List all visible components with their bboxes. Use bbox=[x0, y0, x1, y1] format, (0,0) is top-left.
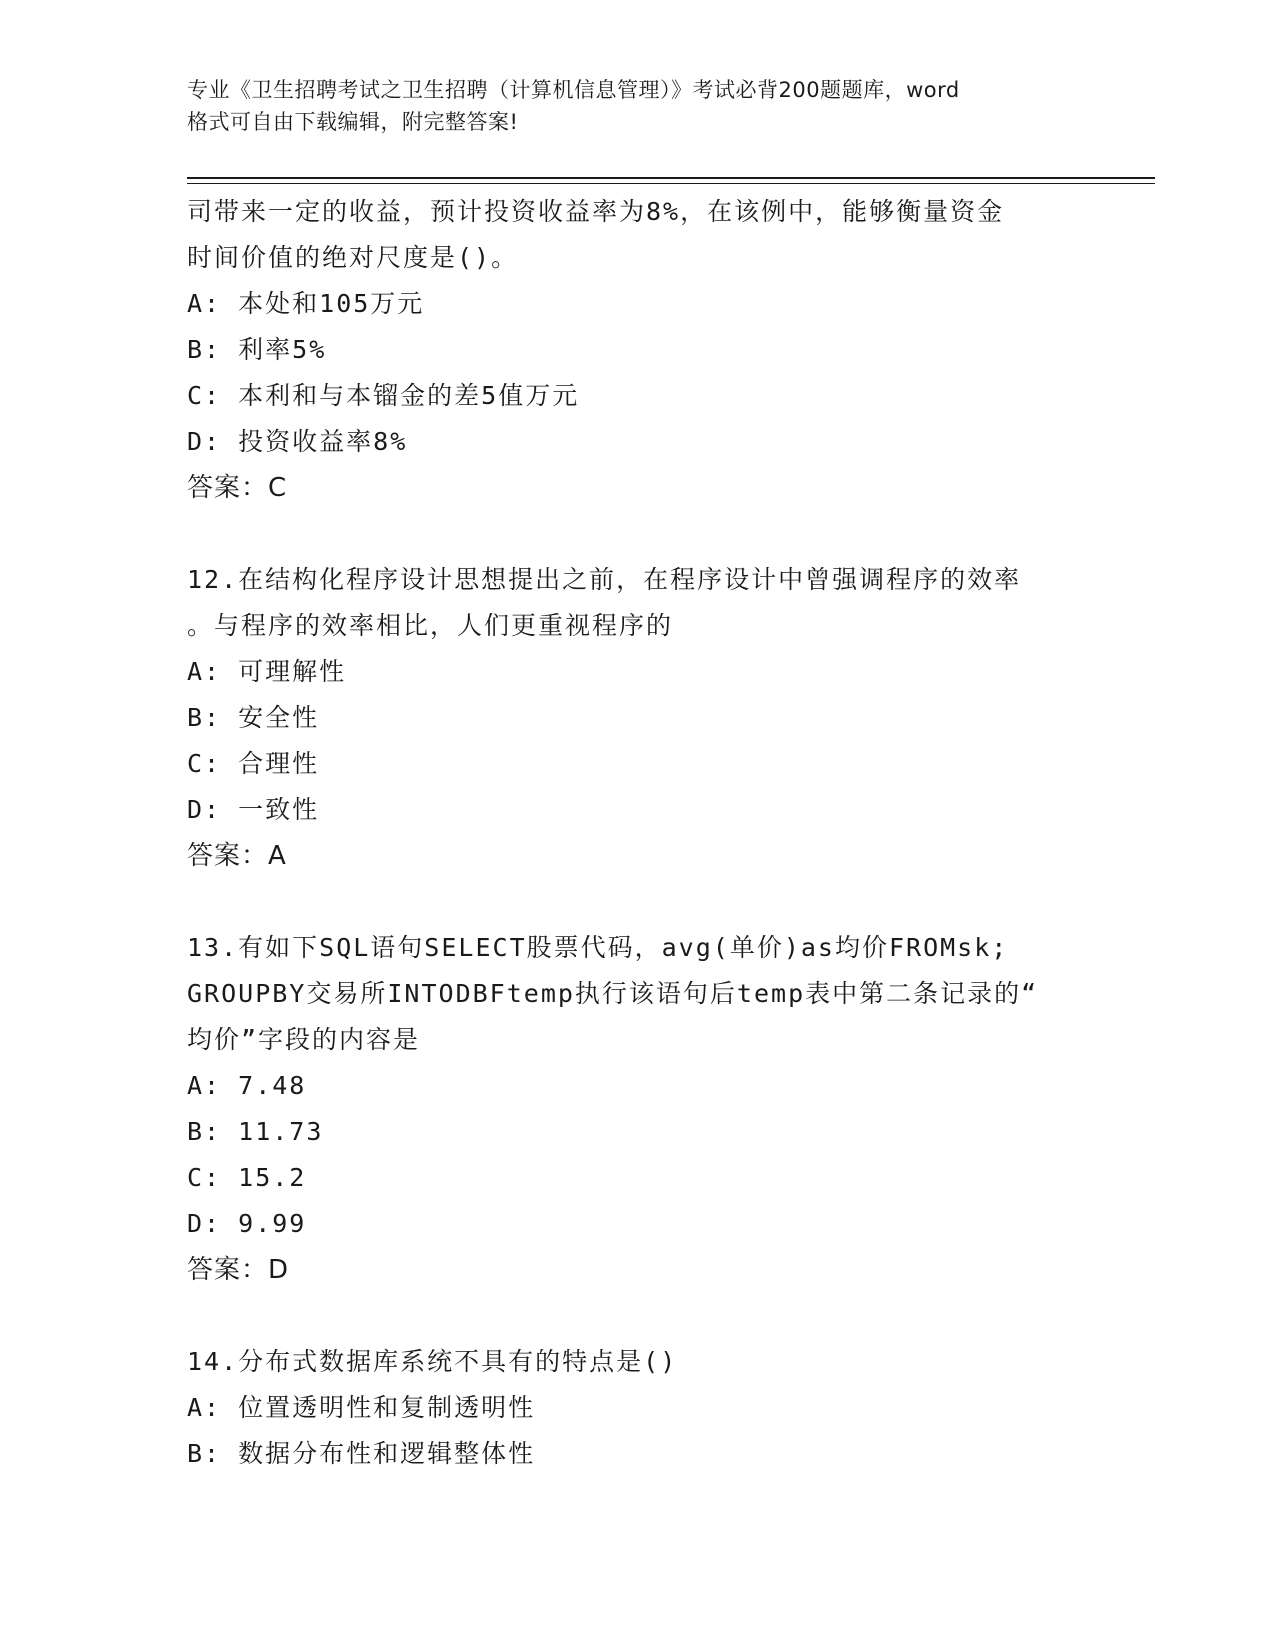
header-divider-thick bbox=[187, 177, 1155, 179]
question-text-line: 。与程序的效率相比，人们更重视程序的 bbox=[187, 611, 674, 640]
question-text-line: 均价”字段的内容是 bbox=[187, 1025, 421, 1054]
document-header bbox=[187, 74, 1087, 138]
header-title-line-2: 格式可自由下载编辑，附完整答案! bbox=[187, 110, 519, 134]
question-text-line: 12.在结构化程序设计思想提出之前，在程序设计中曾强调程序的效率 bbox=[187, 565, 1022, 594]
question-text-line: 时间价值的绝对尺度是()。 bbox=[187, 243, 519, 272]
option-c: C: 本利和与本镏金的差5值万元 bbox=[187, 381, 580, 410]
option-b: B: 安全性 bbox=[187, 703, 320, 732]
option-b: B: 11.73 bbox=[187, 1117, 324, 1146]
spacer bbox=[187, 1293, 1087, 1339]
header-divider-thin bbox=[187, 183, 1155, 184]
option-a: A: 位置透明性和复制透明性 bbox=[187, 1393, 536, 1422]
question-text-line: GROUPBY交易所INTODBFtemp执行该语句后temp表中第二条记录的“ bbox=[187, 979, 1039, 1008]
answer-line: 答案：C bbox=[187, 473, 288, 503]
option-a: A: 7.48 bbox=[187, 1071, 307, 1100]
question-text-line: 司带来一定的收益，预计投资收益率为8%，在该例中，能够衡量资金 bbox=[187, 197, 1005, 226]
answer-line: 答案：D bbox=[187, 1255, 290, 1285]
question-12 bbox=[187, 557, 1087, 879]
spacer bbox=[187, 511, 1087, 557]
question-14 bbox=[187, 1339, 1087, 1477]
option-a: A: 本处和105万元 bbox=[187, 289, 425, 318]
question-text-line: 14.分布式数据库系统不具有的特点是() bbox=[187, 1347, 678, 1376]
spacer bbox=[187, 879, 1087, 925]
option-a: A: 可理解性 bbox=[187, 657, 347, 686]
option-c: C: 合理性 bbox=[187, 749, 320, 778]
question-text-line: 13.有如下SQL语句SELECT股票代码，avg(单价)as均价FROMsk; bbox=[187, 933, 1009, 962]
option-b: B: 数据分布性和逻辑整体性 bbox=[187, 1439, 536, 1468]
answer-line: 答案：A bbox=[187, 841, 287, 871]
question-continued bbox=[187, 189, 1087, 511]
option-c: C: 15.2 bbox=[187, 1163, 307, 1192]
header-title-line-1: 专业《卫生招聘考试之卫生招聘（计算机信息管理）》考试必背200题题库，word bbox=[187, 78, 960, 102]
option-d: D: 投资收益率8% bbox=[187, 427, 408, 456]
option-d: D: 一致性 bbox=[187, 795, 320, 824]
question-13 bbox=[187, 925, 1087, 1293]
option-d: D: 9.99 bbox=[187, 1209, 307, 1238]
document-body bbox=[187, 189, 1087, 1477]
option-b: B: 利率5% bbox=[187, 335, 327, 364]
